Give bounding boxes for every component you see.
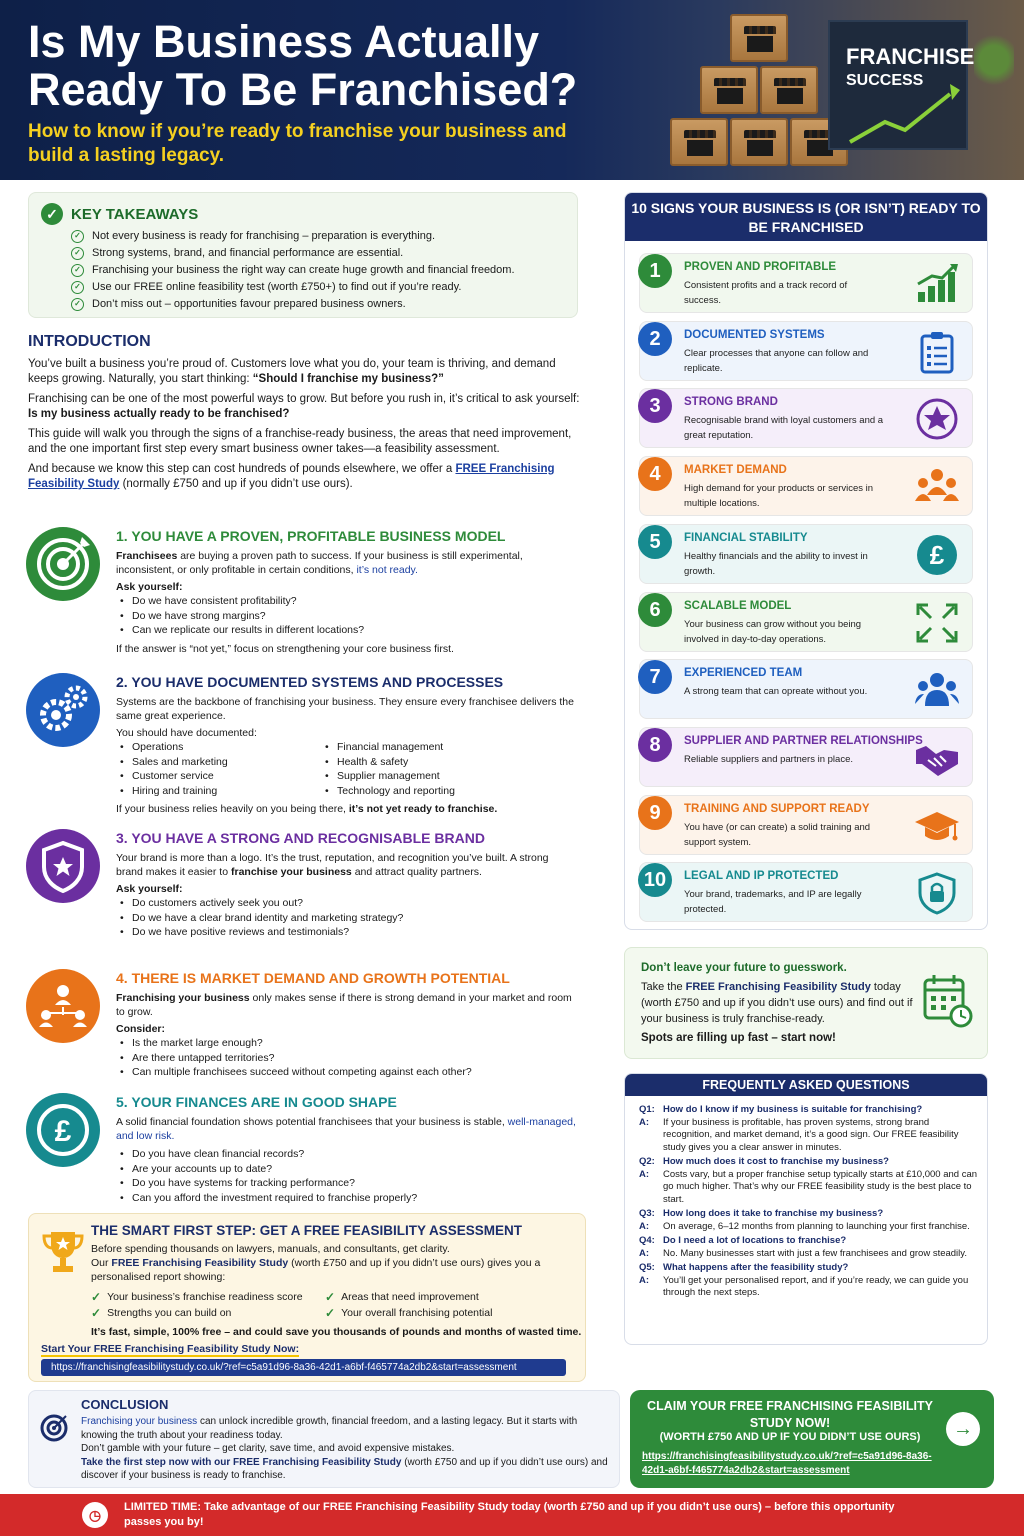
faq-answer: A: On average, 6–12 months from planning to launching your first franchise.: [639, 1220, 970, 1232]
list-item: • Can you afford the investment required to franchise properly?: [116, 1191, 576, 1206]
list-item: • Financial management: [321, 740, 526, 755]
check-icon: ✓: [71, 247, 84, 260]
list-item: • Sales and marketing: [116, 755, 321, 770]
list-item: ✓ Strengths you can build on: [91, 1306, 232, 1320]
sign-number-badge: 5: [638, 525, 672, 559]
claim-url-link[interactable]: https://franchisingfeasibilitystudy.co.uk/?ref=c5a91d96-8a36-42d1-a6bf-f465774a2db2&start=assessment: [642, 1451, 932, 1476]
section-heading: INTRODUCTION: [28, 333, 151, 350]
sign-title: TRAINING AND SUPPORT READY: [684, 802, 870, 815]
check-icon: ✓: [71, 298, 84, 311]
star-badge-icon: [914, 397, 960, 441]
sign-number-badge: 8: [638, 728, 672, 762]
sign-item: [639, 524, 973, 584]
trophy-icon: [41, 1228, 85, 1278]
check-icon: ✓: [325, 1290, 336, 1304]
sign-title: FINANCIAL STABILITY: [684, 531, 808, 544]
target-icon: [26, 527, 100, 601]
sign-description: Your brand, trademarks, and IP are legally protected.: [684, 889, 862, 916]
bar-chart-growth-icon: [914, 262, 960, 306]
sign-description: High demand for your products or services in multiple locations.: [684, 483, 874, 510]
sign-description: Clear processes that anyone can follow and replicate.: [684, 347, 869, 374]
faq-question: Q3: How long does it take to franchise my business?: [639, 1208, 884, 1219]
faq-answer: A: Costs vary, but a proper franchise setup typically starts at £10,000 and can go much higher. That’s why our FREE feasibility study is the best place to start.: [639, 1168, 978, 1205]
shield-lock-icon: [914, 871, 960, 915]
list-item: • Do we have consistent profitability?: [116, 594, 576, 609]
check-icon: ✓: [71, 230, 84, 243]
shop-block-icon: [670, 118, 728, 166]
page-title: Is My Business Actually Ready To Be Franchised?: [28, 16, 578, 115]
sign-title: DOCUMENTED SYSTEMS: [684, 328, 825, 341]
list-item: • Hiring and training: [116, 784, 321, 799]
faq-answer: A: If your business is profitable, has proven systems, strong brand recognition, and market demand, it’s a good sign. Our FREE feasibility study gives you a clear answer in minutes.: [639, 1116, 959, 1153]
list-item: • Do you have systems for tracking performance?: [116, 1176, 576, 1191]
list-item: • Supplier management: [321, 769, 526, 784]
faq-question: Q1: How do I know if my business is suitable for franchising?: [639, 1104, 923, 1115]
check-icon: ✓: [325, 1306, 336, 1320]
sign-number-badge: 3: [638, 389, 672, 423]
sign-number-badge: 10: [638, 863, 672, 897]
check-icon: ✓: [91, 1306, 102, 1320]
list-item: • Do we have positive reviews and testimonials?: [116, 925, 576, 940]
faq-panel: [624, 1073, 988, 1345]
list-item: • Do you have clean financial records?: [116, 1147, 576, 1162]
check-circle-icon: ✓: [41, 203, 63, 225]
hero-image: [640, 0, 1024, 180]
handshake-icon: [914, 736, 960, 780]
gears-icon: [26, 673, 100, 747]
list-item: • Are your accounts up to date?: [116, 1162, 576, 1177]
guesswork-callout: Don’t leave your future to guesswork. Take the FREE Franchising Feasibility Study today (worth £750 and up if you didn’t use ours) and find out if your business is truly franchise-ready. Spots are filling up fast – start now!: [624, 947, 988, 1059]
list-item: • Do we have strong margins?: [116, 609, 576, 624]
sign-description: Consistent profits and a track record of success.: [684, 280, 848, 306]
check-icon: ✓: [71, 264, 84, 277]
sign-item: [639, 388, 973, 448]
sign-title: MARKET DEMAND: [684, 464, 787, 477]
sign-item: [639, 592, 973, 652]
sign-description: You have (or can create) a solid training and support system.: [684, 821, 871, 848]
list-item: • Can multiple franchisees succeed without competing against each other?: [116, 1065, 576, 1080]
sign-description: A strong team that can opreate without you.: [684, 686, 868, 698]
shop-block-icon: [700, 66, 758, 114]
svg-text:£: £: [54, 1115, 72, 1148]
sign-number-badge: 6: [638, 593, 672, 627]
claim-study-button[interactable]: CLAIM YOUR FREE FRANCHISING FEASIBILITY STUDY NOW! (WORTH £750 AND UP IF YOU DIDN’T USE OURS) https://franchisingfeasibilitystudy.co.uk/?ref=c5a91d96-8a36-42d1-a6bf-f465774a2db2&start=assessment →: [630, 1390, 994, 1488]
header-banner: [0, 0, 1024, 180]
sign-item: [639, 253, 973, 313]
list-item: • Customer service: [116, 769, 321, 784]
list-item: ✓ Strong systems, brand, and financial performance are essential.: [71, 245, 515, 262]
faq-question: Q4: Do I need a lot of locations to franchise?: [639, 1235, 847, 1246]
svg-text:£: £: [929, 539, 945, 570]
shop-block-icon: [730, 14, 788, 62]
check-icon: ✓: [91, 1290, 102, 1304]
shop-block-icon: [730, 118, 788, 166]
page-subtitle: How to know if you’re ready to franchise your business and build a lasting legacy.: [28, 121, 567, 166]
list-item: ✓ Areas that need improvement: [325, 1290, 479, 1304]
sign-item: [639, 795, 973, 855]
people-group-icon: [914, 465, 960, 509]
pound-coin-icon: [914, 533, 960, 577]
list-item: ✓ Use our FREE online feasibility test (worth £750+) to find out if you’re ready.: [71, 279, 515, 296]
clipboard-checklist-icon: [914, 330, 960, 374]
list-item: ✓ Not every business is ready for franchising – preparation is everything.: [71, 228, 515, 245]
target-icon: [39, 1413, 69, 1443]
sign-title: LEGAL AND IP PROTECTED: [684, 870, 839, 883]
sign-number-badge: 1: [638, 254, 672, 288]
sign-number-badge: 9: [638, 796, 672, 830]
faq-answer: A: You’ll get your personalised report, and if you’re ready, we can guide you through the next steps.: [639, 1274, 969, 1298]
panel-heading: FREQUENTLY ASKED QUESTIONS: [625, 1074, 987, 1096]
list-item: • Do we have a clear brand identity and marketing strategy?: [116, 911, 576, 926]
pound-coin-icon: [26, 1093, 100, 1167]
arrow-right-icon[interactable]: →: [946, 1412, 980, 1446]
network-people-icon: [26, 969, 100, 1043]
clock-icon: ◷: [82, 1502, 108, 1528]
calendar-clock-icon: [921, 972, 973, 1028]
team-icon: [914, 668, 960, 712]
list-item: • Operations: [116, 740, 321, 755]
sign-number-badge: 2: [638, 322, 672, 356]
graduation-cap-icon: [914, 804, 960, 848]
expand-arrows-icon: [914, 601, 960, 645]
sign-item: [639, 456, 973, 516]
sign-item: [639, 727, 973, 787]
faq-question: Q5: What happens after the feasibility study?: [639, 1262, 849, 1273]
sign-item: [639, 659, 973, 719]
faq-answer: A: No. Many businesses start with just a few franchisees and grow steadily.: [639, 1247, 967, 1259]
ten-signs-panel: [624, 192, 988, 930]
sign-title: STRONG BRAND: [684, 396, 778, 409]
list-item: • Can we replicate our results in different locations?: [116, 623, 576, 638]
growth-arrow-icon: [830, 22, 970, 152]
sign-item: [639, 862, 973, 922]
sign-title: SCALABLE MODEL: [684, 599, 792, 612]
shop-block-icon: [760, 66, 818, 114]
feasibility-study-link[interactable]: FREE Franchising Feasibility Study: [28, 463, 555, 490]
panel-heading: 10 SIGNS YOUR BUSINESS IS (OR ISN’T) READY TO BE FRANCHISED: [625, 193, 987, 241]
sign-title: PROVEN AND PROFITABLE: [684, 261, 837, 273]
list-item: • Is the market large enough?: [116, 1036, 576, 1051]
key-takeaways-box: ✓ KEY TAKEAWAYS ✓ Not every business is ready for franchising – preparation is everything. ✓ Strong systems, brand, and financial performance are essential. ✓ Franchising your business the right way can create huge growth and financial freedom. ✓ Use our FREE online feasibility test (worth £750+) to find out if you’re ready. ✓ Don’t miss out – opportunities favour prepared business owners.: [28, 192, 578, 318]
feasibility-study-url-link[interactable]: https://franchisingfeasibilitystudy.co.uk/?ref=c5a91d96-8a36-42d1-a6bf-f465774a2db2&start=assessment: [41, 1359, 566, 1376]
sign-description: Reliable suppliers and partners in place.: [684, 753, 853, 765]
list-item: • Do customers actively seek you out?: [116, 896, 576, 911]
sign-number-badge: 4: [638, 457, 672, 491]
smart-first-step-box: THE SMART FIRST STEP: GET A FREE FEASIBILITY ASSESSMENT Before spending thousands on lawyers, manuals, and consultants, get clarity. Our FREE Franchising Feasibility Study (worth £750 and up if you didn’t use ours) gives you a personalised report showing: ✓ Your business’s franchise readiness score ✓ Areas that need improvement ✓ Strengths you can build on ✓ Your overall franchising potential It’s fast, simple, 100% free – and could save you thousands of pounds and months of wasted time. Start Your FREE Franchising Feasibility Study Now: https://franchisingfeasibilitystudy.co.uk/?ref=c5a91d96-8a36-42d1-a6bf-f465774a2db2&start=assessment: [28, 1213, 586, 1382]
check-icon: ✓: [71, 281, 84, 294]
sign-title: EXPERIENCED TEAM: [684, 667, 803, 680]
list-item: ✓ Franchising your business the right way can create huge growth and financial freedom.: [71, 262, 515, 279]
sign-description: Your business can grow without you being involved in day-to-day operations.: [684, 618, 862, 645]
franchise-success-sign: FRANCHISE SUCCESS: [828, 20, 968, 150]
list-item: • Are there untapped territories?: [116, 1051, 576, 1066]
list-item: ✓ Don’t miss out – opportunities favour prepared business owners.: [71, 296, 515, 313]
conclusion-box: CONCLUSION Franchising your business can unlock incredible growth, financial freedom, and a lasting legacy. But it starts with knowing the truth about your readiness today. Don’t gamble with your future – get clarity, save time, and avoid expensive mistakes. Take the first step now with our FREE Franchising Feasibility Study (worth £750 and up if you didn’t use ours) and discover if your business is ready to franchise.: [28, 1390, 620, 1488]
faq-question: Q2: How much does it cost to franchise my business?: [639, 1156, 889, 1167]
sign-description: Healthy financials and the ability to invest in growth.: [684, 550, 868, 577]
list-item: ✓ Your business’s franchise readiness score: [91, 1290, 303, 1304]
limited-time-banner: ◷ LIMITED TIME: Take advantage of our FREE Franchising Feasibility Study today (worth £750 and up if you didn’t use ours) – before this opportunity passes you by!: [0, 1494, 1024, 1536]
list-item: • Technology and reporting: [321, 784, 526, 799]
sign-description: Recognisable brand with loyal customers and a great reputation.: [684, 415, 884, 442]
sign-title: SUPPLIER AND PARTNER RELATIONSHIPS: [684, 734, 923, 747]
list-item: ✓ Your overall franchising potential: [325, 1306, 493, 1320]
introduction: INTRODUCTION You’ve built a business you’re proud of. Customers love what you do, your team is thriving, and demand keeps growing. Naturally, you start thinking: “Should I franchise my business?” Franchising can be one of the most powerful ways to grow. But before you rush in, it’s critical to ask yourself: Is my business actually ready to be franchised? This guide will walk you through the signs of a franchise-ready business, the areas that need improvement, and the one important first step every smart business owner takes—a feasibility assessment. And because we know this step can cost hundreds of pounds elsewhere, we offer a FREE Franchising Feasibility Study (normally £750 and up if you didn’t use ours).: [28, 333, 588, 497]
list-item: • Health & safety: [321, 755, 526, 770]
sign-item: [639, 321, 973, 381]
plant-icon: [974, 30, 1014, 90]
sign-number-badge: 7: [638, 660, 672, 694]
shield-star-icon: [26, 829, 100, 903]
